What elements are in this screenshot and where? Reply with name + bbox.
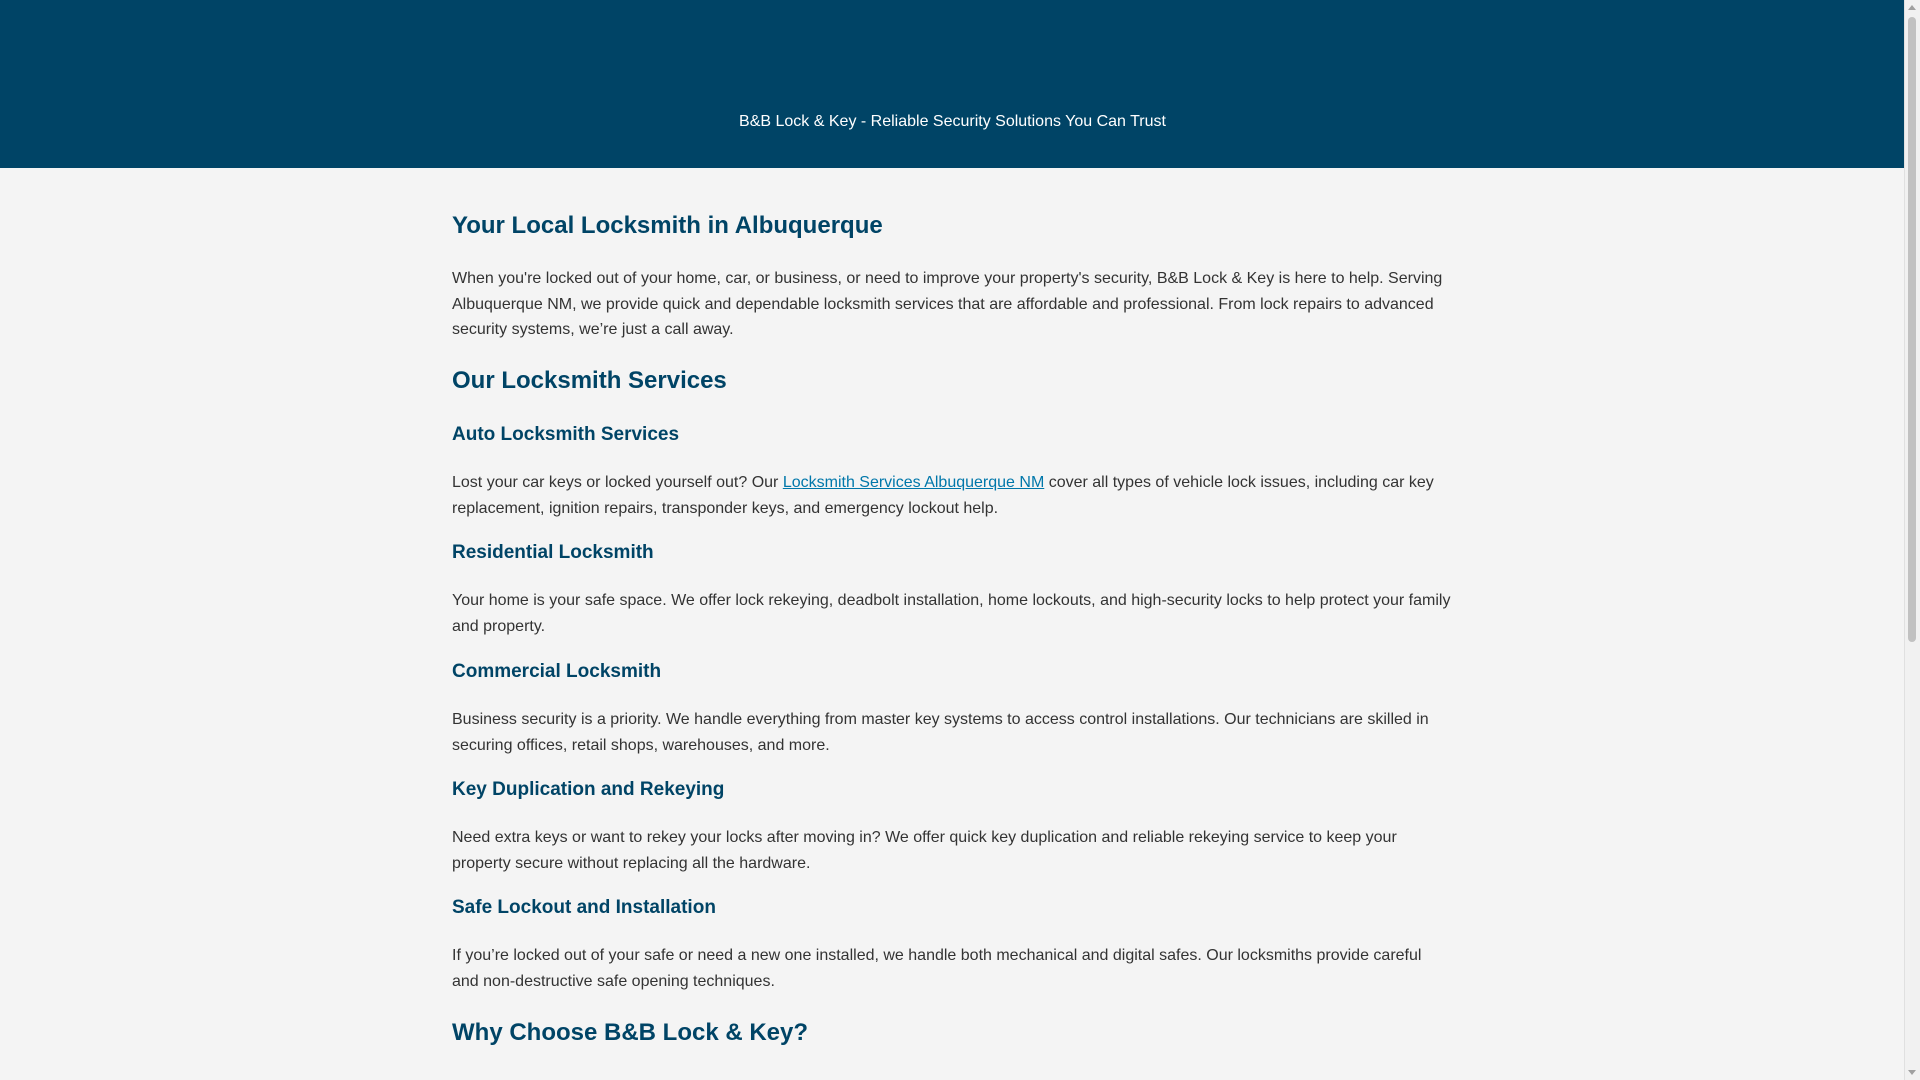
- residential-locksmith-title: Residential Locksmith: [452, 542, 654, 563]
- safe-lockout-title: Safe Lockout and Installation: [452, 897, 716, 918]
- services-heading: Our Locksmith Services: [452, 367, 727, 394]
- auto-text-before: Lost your car keys or locked yourself out? Our: [452, 474, 783, 491]
- page-scrollbar[interactable]: [1904, 0, 1920, 1080]
- commercial-locksmith-paragraph: Business security is a priority. We handle everything from master key systems to access control installations. Our technicians are skilled in securing offices, retail shops, warehouses, and more.: [452, 711, 1429, 754]
- scroll-thumb[interactable]: [1908, 17, 1916, 642]
- key-duplication-title: Key Duplication and Rekeying: [452, 779, 725, 800]
- auto-locksmith-title: Auto Locksmith Services: [452, 424, 680, 445]
- auto-locksmith-paragraph: [452, 470, 1452, 521]
- safe-lockout-paragraph: If you’re locked out of your safe or need a new one installed, we handle both mechanical and digital safes. Our locksmiths provide careful and non-destructive safe opening techniques.: [452, 947, 1422, 990]
- site-header: [0, 0, 1905, 168]
- commercial-locksmith-title: Commercial Locksmith: [452, 661, 662, 682]
- intro-heading: Your Local Locksmith in Albuquerque: [452, 212, 883, 239]
- intro-paragraph: When you're locked out of your home, car, or business, or need to improve your property's security, B&B Lock & Key is here to help. Serving Albuquerque NM, we provide quick and dependable locksmith services that are affordable and professional. From lock repairs to advanced security systems, we’re just a call away.: [452, 270, 1443, 338]
- scroll-down-icon[interactable]: [1908, 1070, 1916, 1075]
- auto-text-after: cover all types of vehicle lock issues, including car key replacement, ignition repairs, transponder keys, and emergency lockout help.: [452, 474, 1434, 517]
- residential-locksmith-paragraph: Your home is your safe space. We offer lock rekeying, deadbolt installation, home lockouts, and high-security locks to help protect your family and property.: [452, 592, 1451, 635]
- header-tagline: B&B Lock & Key - Reliable Security Solutions You Can Trust: [739, 113, 1166, 130]
- locksmith-services-link[interactable]: Locksmith Services Albuquerque NM: [782, 474, 1045, 491]
- why-choose-heading: Why Choose B&B Lock & Key?: [452, 1019, 809, 1046]
- key-duplication-paragraph: Need extra keys or want to rekey your locks after moving in? We offer quick key duplication and reliable rekeying service to keep your property secure without replacing all the hardware.: [452, 829, 1397, 872]
- scroll-up-icon[interactable]: [1908, 5, 1916, 10]
